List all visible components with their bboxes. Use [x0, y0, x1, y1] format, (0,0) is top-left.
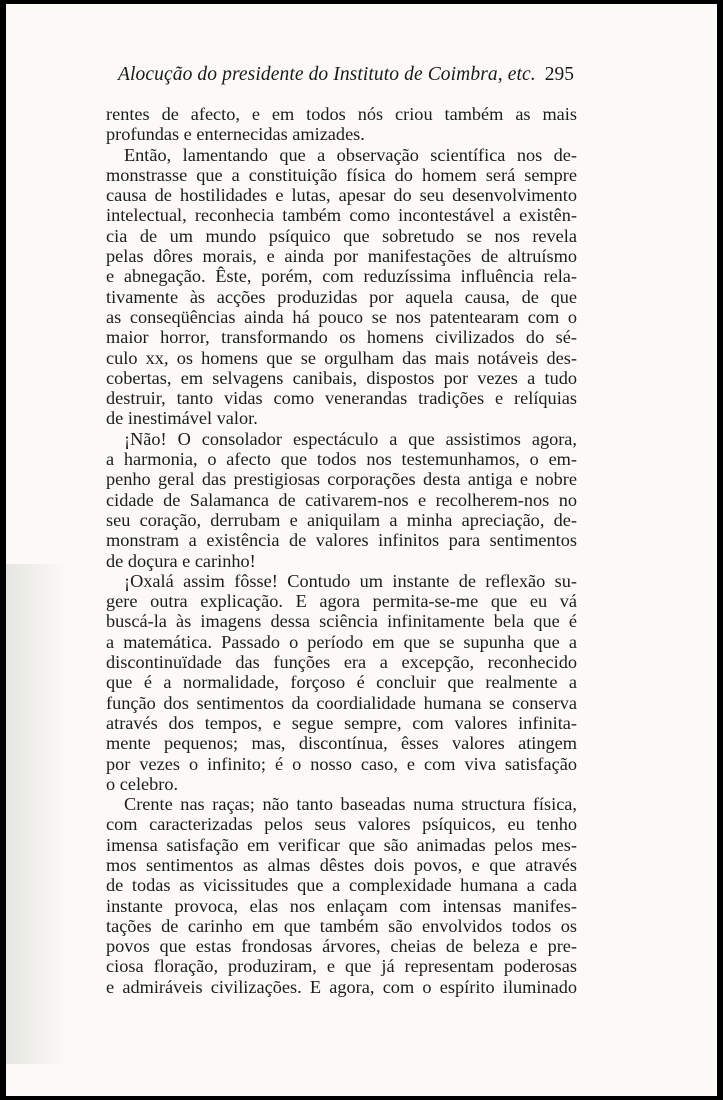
- text-line: povos que estas frondosas árvores, cheias de beleza e pre-: [106, 936, 577, 957]
- text-line: destruir, tanto vidas como venerandas tradições e relíquias: [106, 388, 577, 409]
- text-line: e abnegação. Êste, porém, com reduzíssima influência rela-: [106, 266, 577, 287]
- page-header: [118, 64, 574, 94]
- text-line: de todas as vicissitudes que a complexidade humana a cada: [106, 875, 577, 896]
- text-line: mente pequenos; mas, discontínua, êsses valores atingem: [106, 733, 577, 754]
- text-line: monstram a existência de valores infinitos para sentimentos: [106, 530, 577, 551]
- text-line: ¡Oxalá assim fôsse! Contudo um instante de reflexão su-: [124, 570, 577, 591]
- book-page: [6, 4, 717, 1096]
- text-line: que é a normalidade, forçoso é concluir que realmente a: [106, 672, 577, 693]
- text-line: cia de um mundo psíquico que sobretudo se nos revela: [106, 225, 577, 246]
- text-line: as conseqüências ainda há pouco se nos patentearam com o: [106, 306, 577, 327]
- text-line: com caracterizadas pelos seus valores psíquicos, eu tenho: [106, 814, 577, 835]
- text-line: rentes de afecto, e em todos nós criou também as mais: [106, 104, 577, 124]
- text-line: causa de hostilidades e lutas, apesar do seu desenvolvimento: [106, 185, 577, 206]
- running-title: Alocução do presidente do Instituto de Coimbra, etc.: [118, 64, 536, 85]
- text-line: a harmonia, o afecto que todos nos testemunhamos, o em-: [106, 449, 577, 470]
- text-line: mos sentimentos as almas dêstes dois povos, e que através: [106, 854, 577, 875]
- text-line: buscá-la às imagens dessa sciência infinitamente bela que é: [106, 611, 577, 632]
- paper-stain: [6, 564, 66, 1064]
- text-line: tações de carinho em que também são envolvidos todos os: [106, 915, 577, 936]
- text-line: de doçura e carinho!: [106, 550, 256, 571]
- text-line: discontinuïdade das funções era a excepção, reconhecido: [106, 652, 577, 673]
- text-line: instante provoca, elas nos enlaçam com intensas manifes-: [106, 895, 577, 916]
- text-line: e admiráveis civilizações. E agora, com o espírito iluminado: [106, 976, 577, 997]
- text-line: monstrasse que a constituição física do homem será sempre: [106, 164, 577, 185]
- text-line: cidade de Salamanca de cativarem-nos e recolherem-nos no: [106, 489, 577, 510]
- text-line: por vezes o infinito; é o nosso caso, e com viva satisfação: [106, 753, 577, 774]
- text-line: intelectual, reconhecia também como incontestável a existên-: [106, 205, 577, 226]
- text-line: gere outra explicação. E agora permita-se-me que eu vá: [106, 591, 577, 612]
- text-line: a matemática. Passado o período em que se supunha que a: [106, 631, 577, 652]
- text-line: o celebro.: [106, 773, 179, 794]
- text-line: tivamente às acções produzidas por aquela causa, de que: [106, 286, 577, 307]
- text-line: ¡Não! O consolador espectáculo a que assistimos agora,: [124, 428, 577, 449]
- text-line: Então, lamentando que a observação scientífica nos de-: [124, 144, 577, 165]
- text-line: pelas dôres morais, e ainda por manifestações de altruísmo: [106, 246, 577, 267]
- text-line: seu coração, derrubam e aniquilam a minha apreciação, de-: [106, 509, 577, 530]
- text-line: cobertas, em selvagens canibais, dispostos por vezes a tudo: [106, 367, 577, 388]
- text-line: Crente nas raças; não tanto baseadas numa structura física,: [124, 794, 577, 815]
- text-line: através dos tempos, e segue sempre, com valores infinita-: [106, 712, 577, 733]
- text-line: de inestimável valor.: [106, 408, 258, 429]
- text-line: penho geral das prestigiosas corporações desta antiga e nobre: [106, 469, 577, 490]
- text-line: maior horror, transformando os homens civilizados do sé-: [106, 327, 577, 348]
- text-line: função dos sentimentos da coordialidade humana se conserva: [106, 692, 577, 713]
- text-line: culo xx, os homens que se orgulham das mais notáveis des-: [106, 347, 577, 368]
- body-text: [106, 104, 577, 997]
- text-line: ciosa floração, produziram, e que já representam poderosas: [106, 956, 577, 977]
- page-number: 295: [544, 64, 574, 85]
- text-line: profundas e enternecidas amizades.: [106, 124, 365, 145]
- text-line: imensa satisfação em verificar que são animadas pelos mes-: [106, 834, 577, 855]
